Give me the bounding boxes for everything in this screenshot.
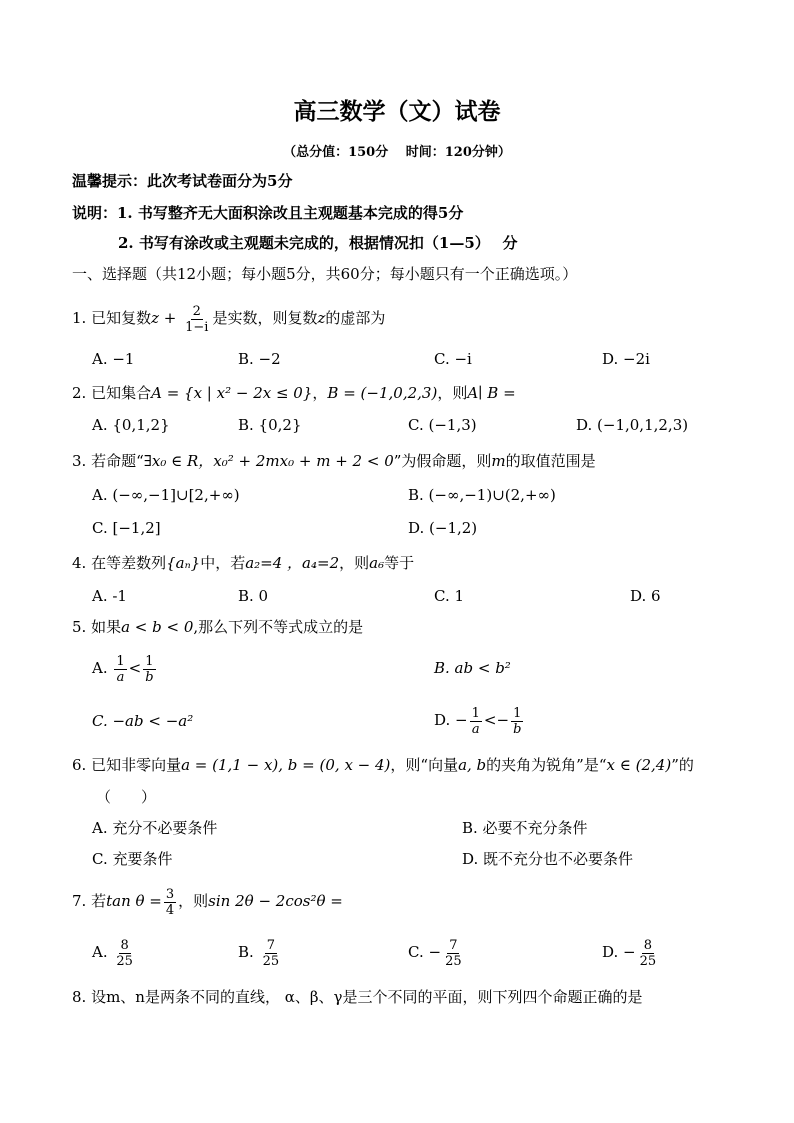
q1-option-d: D. −2i xyxy=(602,350,650,368)
q7-c-sign: − xyxy=(428,943,442,961)
q6-option-d: D. 既不充分也不必要条件 xyxy=(462,850,634,868)
q3-stem-a: 3. 若命题“ xyxy=(72,452,144,470)
q5-d-frac2-num: 1 xyxy=(513,705,522,721)
q4-target: a₆ xyxy=(369,554,385,572)
q3-option-a: A. (−∞,−1]∪[2,+∞) xyxy=(92,486,240,504)
q5-a-label: A. xyxy=(92,659,108,677)
q3-option-b: B. (−∞,−1)∪(2,+∞) xyxy=(408,486,556,504)
q6-stem-c: 的夹角为锐角”是“ xyxy=(486,756,607,774)
q2-option-d: D. (−1,0,1,2,3) xyxy=(576,416,689,434)
q6-vectors: a = (1,1 − x), b = (0, x − 4) xyxy=(181,756,391,774)
q7-d-den: 25 xyxy=(639,953,657,969)
q7-b-num: 7 xyxy=(266,937,275,953)
q4-stem-d: 等于 xyxy=(384,554,415,572)
q5-option-d xyxy=(434,702,525,738)
q1-var-z2: z xyxy=(317,309,326,327)
q1-stem-c: 的虚部为 xyxy=(325,309,386,327)
q1-var-z: z xyxy=(151,309,159,327)
q7-a-den: 25 xyxy=(116,953,133,969)
q7-a-num: 8 xyxy=(120,937,129,953)
q7-fraction xyxy=(164,887,176,918)
q7-b-den: 25 xyxy=(262,953,280,969)
q7-num: 3 xyxy=(165,886,175,902)
q5-a-frac1 xyxy=(114,654,126,685)
q1-den: 1−i xyxy=(185,319,209,335)
q5-a-frac2-num: 1 xyxy=(145,653,154,669)
tip-note: 温馨提示：此次考试卷面分为5分 xyxy=(72,172,293,190)
q5-d-label: D. xyxy=(434,711,451,729)
q7-d-sign: − xyxy=(623,943,636,961)
q5-d-frac1 xyxy=(470,706,482,737)
q2-option-a: A. {0,1,2} xyxy=(92,416,170,434)
q3-option-d: D. (−1,2) xyxy=(408,519,478,537)
q5-option-b: B. ab < b² xyxy=(434,659,511,677)
q7-option-c xyxy=(408,934,466,970)
question-6 xyxy=(72,755,694,775)
q5-d-neg1: − xyxy=(455,711,468,729)
q5-a-frac1-den: a xyxy=(116,669,125,685)
q7-option-d xyxy=(602,934,660,970)
q6-option-a: A. 充分不必要条件 xyxy=(92,819,218,837)
q5-a-frac1-num: 1 xyxy=(116,653,125,669)
q5-d-frac1-num: 1 xyxy=(471,705,480,721)
q7-den: 4 xyxy=(165,902,175,918)
q1-num: 2 xyxy=(192,303,201,319)
q1-stem-a: 1. 已知复数 xyxy=(72,309,152,327)
q4-option-c: C. 1 xyxy=(434,587,465,605)
q5-a-lt: < xyxy=(128,659,142,677)
q3-stem-c: 的取值范围是 xyxy=(505,452,596,470)
q5-d-frac2 xyxy=(511,706,523,737)
q2-option-b: B. {0,2} xyxy=(238,416,302,434)
q6-stem-a: 6. 已知非零向量 xyxy=(72,756,182,774)
q5-stem-a: 5. 如果 xyxy=(72,618,122,636)
exam-info: （总分值：150分 时间：120分钟） xyxy=(283,145,511,160)
q6-paren: （ ） xyxy=(96,788,157,806)
q5-cond: a < b < 0 xyxy=(121,618,194,636)
question-4 xyxy=(72,553,414,573)
q5-a-frac2 xyxy=(143,654,155,685)
q5-stem-b: ,那么下列不等式成立的是 xyxy=(193,618,364,636)
q7-d-label: D. xyxy=(602,943,619,961)
q5-d-neg2: − xyxy=(496,711,510,729)
question-1: 1. 已知复数z + $\frac{2}{1-i}$ 是实数，则复数z的虚部为 xyxy=(72,303,386,335)
q7-expr: sin 2θ − 2cos²θ = xyxy=(208,892,343,910)
question-7 xyxy=(72,884,343,918)
question-2: 2. 已知集合A = {x | x² − 2x ≤ 0}，B = (−1,0,2,3)，则A∣ B = xyxy=(72,384,516,402)
q5-option-c: C. −ab < −a² xyxy=(92,712,194,730)
q5-d-frac1-den: a xyxy=(471,721,480,737)
q7-c-frac xyxy=(443,938,464,969)
q3-var: m xyxy=(491,452,506,470)
q6-option-c: C. 充要条件 xyxy=(92,850,173,868)
q2-set-b: B = (−1,0,2,3) xyxy=(327,384,438,402)
section-heading: 一、选择题（共12小题；每小题5分，共60分；每小题只有一个正确选项。） xyxy=(72,265,578,283)
q6-stem-d: ”的 xyxy=(671,756,694,774)
q4-option-d: D. 6 xyxy=(630,587,661,605)
q7-option-b xyxy=(238,934,283,970)
q7-b-label: B. xyxy=(238,943,254,961)
question-5 xyxy=(72,617,363,637)
q4-cond: a₂=4 ，a₄=2 xyxy=(245,554,340,572)
page-title: 高三数学（文）试卷 xyxy=(293,98,501,125)
q4-stem-c: ，则 xyxy=(339,554,370,572)
q5-option-a xyxy=(92,650,158,686)
q7-stem-b: ，则 xyxy=(178,892,209,910)
explain-note-1: 说明：1. 书写整齐无大面积涂改且主观题基本完成的得5分 xyxy=(72,204,464,222)
q7-c-label: C. xyxy=(408,943,424,961)
q3-expr: ∃x₀ ∈ R，x₀² + 2mx₀ + m + 2 < 0 xyxy=(143,452,394,470)
q6-cond: x ∈ (2,4) xyxy=(606,756,672,774)
q1-option-b: B. −2 xyxy=(238,350,281,368)
question-3 xyxy=(72,451,596,471)
q5-d-lt: < xyxy=(483,711,497,729)
q7-b-frac xyxy=(261,938,282,969)
q3-option-c: C. [−1,2] xyxy=(92,519,161,537)
q4-option-b: B. 0 xyxy=(238,587,269,605)
q7-d-frac xyxy=(638,938,659,969)
q4-seq: {aₙ} xyxy=(166,554,201,572)
explain-note-2: 2. 书写有涂改或主观题未完成的，根据情况扣（1—5） 分 xyxy=(118,234,518,252)
q5-d-frac2-den: b xyxy=(513,721,522,737)
q4-stem-a: 4. 在等差数列 xyxy=(72,554,167,572)
q3-stem-b: ”为假命题，则 xyxy=(393,452,492,470)
q7-a-frac xyxy=(114,938,135,969)
q7-stem-a: 7. 若 xyxy=(72,892,107,910)
q2-expr: A∣ B = xyxy=(467,384,516,402)
q2-stem-a: 2. 已知集合 xyxy=(72,384,152,402)
q7-tan: tan θ = xyxy=(106,892,162,910)
q4-stem-b: 中，若 xyxy=(200,554,246,572)
q7-c-num: 7 xyxy=(449,937,458,953)
q7-option-a xyxy=(92,934,137,970)
question-8: 8. 设m、n是两条不同的直线， α、β、γ是三个不同的平面，则下列四个命题正确的是 xyxy=(72,988,643,1006)
q1-fraction xyxy=(183,304,210,335)
q6-stem-b: ，则“向量 xyxy=(390,756,459,774)
q7-a-label: A. xyxy=(92,943,108,961)
q6-vec-ab: a, b xyxy=(458,756,487,774)
q2-stem-b: ，则 xyxy=(437,384,468,402)
q7-d-num: 8 xyxy=(643,937,653,953)
q7-c-den: 25 xyxy=(445,953,462,969)
q5-a-frac2-den: b xyxy=(145,669,154,685)
q1-option-a: A. −1 xyxy=(92,350,135,368)
q1-option-c: C. −i xyxy=(434,350,472,368)
q6-option-b: B. 必要不充分条件 xyxy=(462,819,588,837)
q4-option-a: A. -1 xyxy=(92,587,127,605)
q2-set-a: A = {x | x² − 2x ≤ 0} xyxy=(151,384,313,402)
q1-stem-b: 是实数，则复数 xyxy=(212,309,318,327)
q2-option-c: C. (−1,3) xyxy=(408,416,477,434)
